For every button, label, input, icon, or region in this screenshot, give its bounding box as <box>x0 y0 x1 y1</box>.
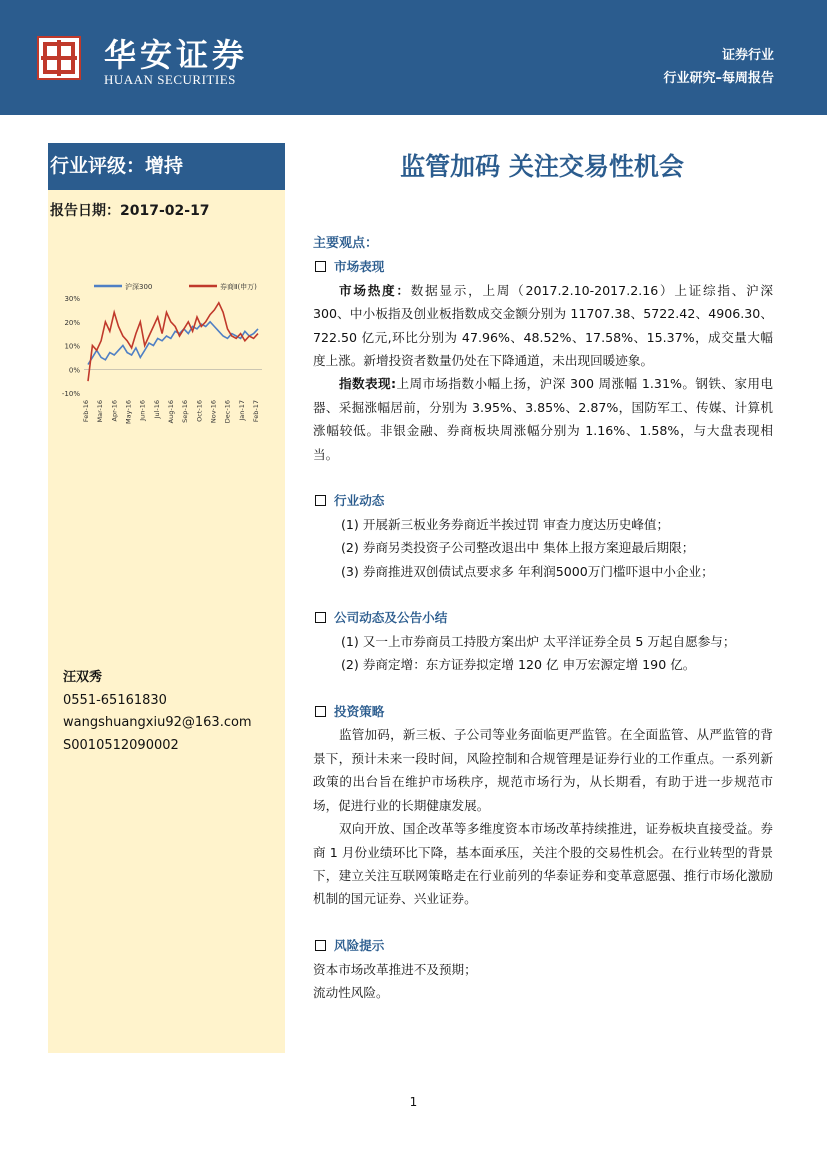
list-item: (1) 开展新三板业务券商近半挨过罚 审查力度达历史峰值； <box>341 516 670 532</box>
x-tick-label: Mar-16 <box>96 400 105 423</box>
main-content <box>313 232 773 1004</box>
page-number: 1 <box>409 1095 418 1109</box>
y-tick-label: 0% <box>68 366 80 375</box>
brand-chinese: 华安证券 <box>104 36 249 74</box>
legend-label: 券商Ⅱ(申万) <box>220 283 257 291</box>
main-view-label: 主要观点： <box>313 236 379 251</box>
report-title: 监管加码 关注交易性机会 <box>400 152 684 181</box>
paragraph-index-performance: 指数表现:上周市场指数小幅上扬，沪深 300 周涨幅 1.31%。钢铁、家用电器、采掘涨幅居前，分别为 3.95%、3.85%、2.87%，国防军工、传媒、计算机涨幅较低。非银金融、券商板块周涨幅分别为 1.16%、1.58%，与大盘表现相当。 <box>313 376 773 462</box>
section-heading-industry: 行业动态 <box>313 489 773 512</box>
x-tick-label: Apr-16 <box>110 400 119 422</box>
checkbox-icon <box>315 706 326 717</box>
list-item: (2) 券商另类投资子公司整改退出中 集体上报方案迎最后期限； <box>341 540 695 556</box>
paragraph-market-heat: 市场热度：数据显示，上周（2017.2.10-2017.2.16）上证综指、沪深 300、中小板指及创业板指数成交金额分别为 11707.38、5722.42、4906.30、722.50 亿元,环比分别为 47.96%、48.52%、17.58%、15.37%，成交量大幅度上涨。新增投资者数量仍处在下降通道，未出现回暖迹象。 <box>313 282 774 369</box>
x-tick-label: May-16 <box>124 400 133 424</box>
x-tick-label: Jul-16 <box>152 400 161 419</box>
x-tick-label: Aug-16 <box>167 400 175 424</box>
x-tick-label: Jan-17 <box>237 400 246 421</box>
x-tick-label: Feb-17 <box>252 400 260 423</box>
report-category: 证券行业 <box>721 48 774 63</box>
report-type: 行业研究–每周报告 <box>663 71 774 86</box>
checkbox-icon <box>315 495 326 506</box>
y-tick-label: 20% <box>64 318 80 327</box>
author-phone: 0551-65161830 <box>63 692 167 708</box>
page-header <box>0 0 827 115</box>
paragraph-strategy-2: 双向开放、国企改革等多维度资本市场改革持续推进，证券板块直接受益。券商 1 月份业绩环比下降，基本面承压，关注个股的交易性机会。在行业转型的背景下，建立关注互联网策略走在行业前列的华泰证券和变革意愿强、推行市场化激励机制的国元证券、兴业证券。 <box>313 821 773 907</box>
checkbox-icon <box>315 261 326 272</box>
x-tick-label: Oct-16 <box>195 400 204 422</box>
huaan-logo <box>37 36 81 80</box>
author-email[interactable]: wangshuangxiu92@163.com <box>63 715 252 730</box>
section-heading-strategy: 投资策略 <box>313 700 773 723</box>
y-tick-label: -10% <box>61 390 80 398</box>
series-line <box>88 322 258 365</box>
risk-item: 资本市场改革推进不及预期； <box>313 961 477 977</box>
x-tick-label: Nov-16 <box>209 400 218 424</box>
checkbox-icon <box>315 612 326 623</box>
x-tick-label: Jun-16 <box>138 400 147 421</box>
list-item: (1) 又一上市券商员工持股方案出炉 太平洋证券全员 5 万起自愿参与； <box>341 633 736 649</box>
list-item: (2) 券商定增：东方证券拟定增 120 亿 申万宏源定增 190 亿。 <box>341 657 696 673</box>
section-heading-market: 市场表现 <box>313 255 773 278</box>
x-tick-label: Sep-16 <box>181 400 190 423</box>
y-tick-label: 10% <box>64 342 80 351</box>
brand-english: HUAAN SECURITIES <box>104 72 236 87</box>
author-block <box>63 667 252 757</box>
performance-chart <box>58 268 270 428</box>
industry-rating: 行业评级：增持 <box>48 143 285 190</box>
paragraph-strategy-1: 监管加码，新三板、子公司等业务面临更严监管。在全面监管、从严监管的背景下，预计未来一段时间，风险控制和合规管理是证券行业的工作重点。一系列新政策的出台旨在维护市场秩序，规范市场行为，从长期看，有助于进一步规范市场，促进行业的长期健康发展。 <box>313 727 773 813</box>
list-item: (3) 券商推进双创债试点要求多 年利润5000万门槛吓退中小企业； <box>341 563 714 579</box>
report-date: 报告日期：2017-02-17 <box>50 203 210 219</box>
section-heading-company: 公司动态及公告小结 <box>313 606 773 629</box>
author-license: S0010512090002 <box>63 737 179 753</box>
legend-label: 沪深300 <box>125 283 153 291</box>
section-heading-risk: 风险提示 <box>313 934 773 957</box>
checkbox-icon <box>315 940 326 951</box>
y-tick-label: 30% <box>64 295 80 303</box>
risk-item: 流动性风险。 <box>313 984 389 1000</box>
author-name: 汪双秀 <box>63 670 103 685</box>
x-tick-label: Feb-16 <box>82 400 90 423</box>
x-tick-label: Dec-16 <box>223 400 232 424</box>
